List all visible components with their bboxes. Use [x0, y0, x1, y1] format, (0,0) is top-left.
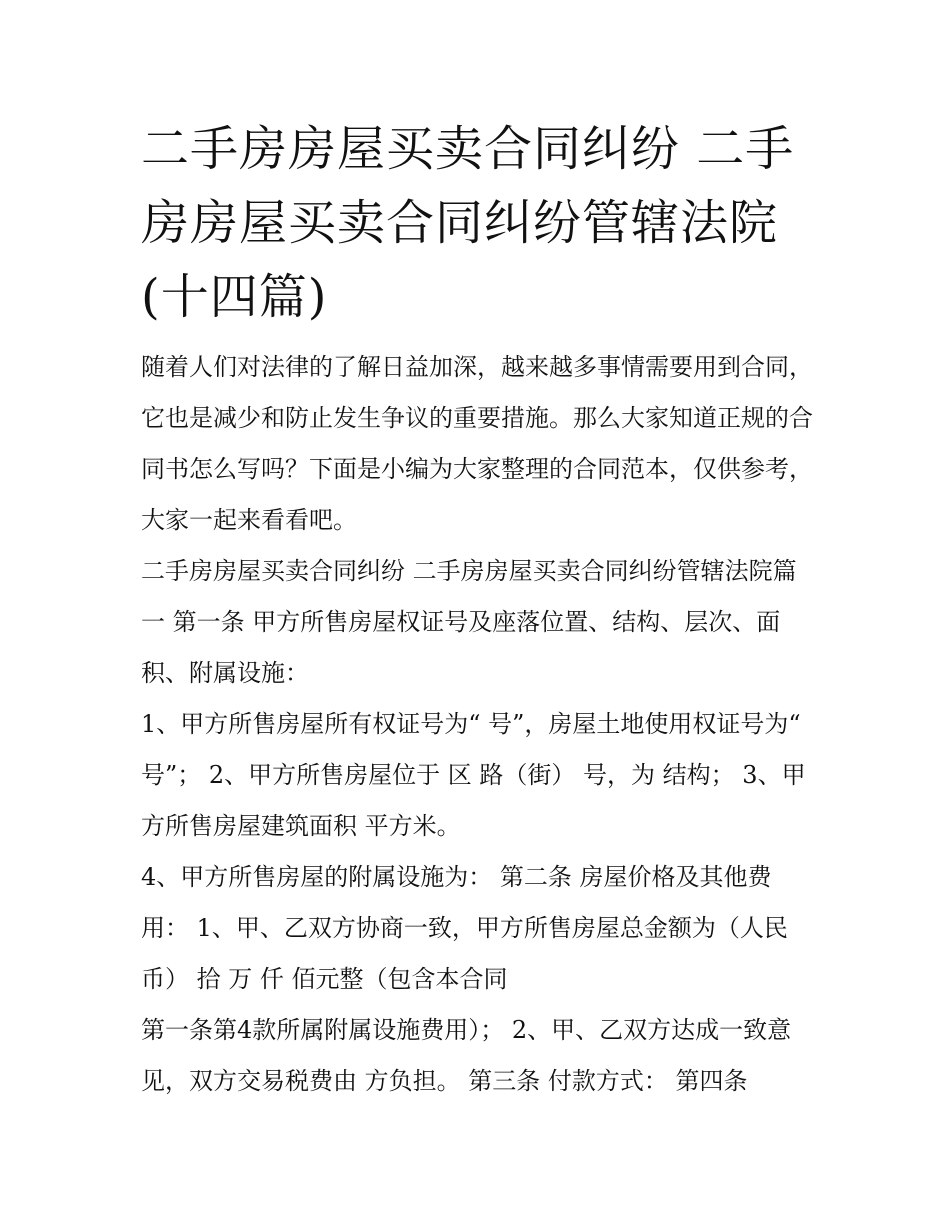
paragraph-article-2-3: 第一条第4款所属附属设施费用）； 2、甲、乙双方达成一致意见，双方交易税费由 方负担。 第三条 付款方式： 第四条 — [141, 1016, 792, 1095]
document-page — [141, 112, 813, 1107]
paragraph-intro: 随着人们对法律的了解日益加深，越来越多事情需要用到合同，它也是减少和防止发生争议的重要措施。那么大家知道正规的合同书怎么写吗？下面是小编为大家整理的合同范本，仅供参考，大家一起来看看吧。 — [141, 353, 813, 534]
paragraph-clauses-1-3: 1、甲方所售房屋所有权证号为“ 号”，房屋土地使用权证号为“ 号”； 2、甲方所售房屋位于 区 路（街） 号，为 结构； 3、甲方所售房屋建筑面积 平方米。 — [141, 710, 806, 840]
paragraph-article-1: 二手房房屋买卖合同纠纷 二手房房屋买卖合同纠纷管辖法院篇一 第一条 甲方所售房屋权证号及座落位置、结构、层次、面积、附属设施： — [141, 557, 797, 687]
document-title: 二手房房屋买卖合同纠纷 二手房房屋买卖合同纠纷管辖法院(十四篇) — [141, 121, 795, 325]
paragraph-clause-4-article-2: 4、甲方所售房屋的附属设施为： 第二条 房屋价格及其他费用： 1、甲、乙双方协商一致，甲方所售房屋总金额为（人民币） 拾 万 仟 佰元整（包含本合同 — [141, 863, 788, 993]
